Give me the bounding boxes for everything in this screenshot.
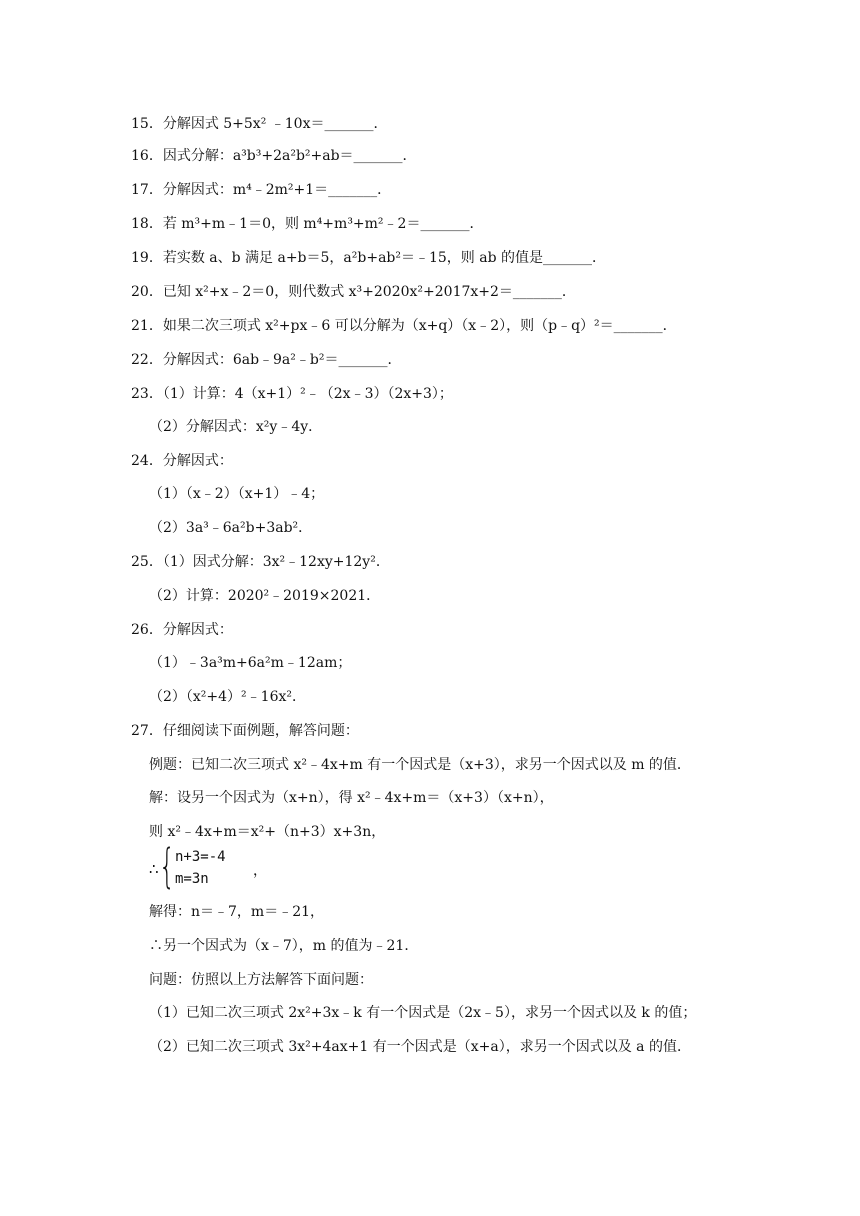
example-solution-result: 解得：n＝﹣7，m＝﹣21， (149, 904, 325, 920)
problem-27: 27．仔细阅读下面例题，解答问题： (131, 723, 359, 739)
question-intro: 问题：仿照以上方法解答下面问题： (149, 972, 373, 988)
problem-15: 15．分解因式 5+5x² ﹣10x＝_______． (131, 116, 388, 132)
problem-22: 22．分解因式：6ab﹣9a²﹣b²＝_______． (131, 352, 402, 368)
problem-18: 18．若 m³+m﹣1＝0，则 m⁴+m³+m²﹣2＝_______． (131, 216, 484, 232)
problem-19: 19．若实数 a、b 满足 a+b＝5，a²b+ab²＝﹣15，则 ab 的值是_______． (131, 250, 607, 266)
example-solution-step-1: 解：设另一个因式为（x+n），得 x²﹣4x+m＝（x+3）（x+n）， (149, 790, 554, 806)
problem-26-part-2: （2）（x²+4）²﹣16x²． (149, 689, 306, 705)
problem-20: 20．已知 x²+x﹣2＝0，则代数式 x³+2020x²+2017x+2＝_______． (131, 284, 576, 300)
problem-25: 25．（1）因式分解：3x²﹣12xy+12y²． (131, 554, 390, 570)
problem-25-part-2: （2）计算：2020²﹣2019×2021． (149, 588, 381, 604)
problem-17: 17．分解因式：m⁴﹣2m²+1＝_______． (131, 182, 392, 198)
left-brace: { (159, 839, 176, 893)
example-solution-step-2: 则 x²﹣4x+m＝x²+（n+3）x+3n， (149, 824, 386, 840)
problem-23: 23．（1）计算：4（x+1）²﹣（2x﹣3）（2x+3）； (131, 386, 453, 402)
example-conclusion: ∴另一个因式为（x﹣7），m 的值为﹣21． (149, 938, 419, 954)
question-part-2: （2）已知二次三项式 3x²+4ax+1 有一个因式是（x+a），求另一个因式以及 a 的值． (149, 1039, 691, 1055)
problem-21: 21．如果二次三项式 x²+px﹣6 可以分解为（x+q）（x﹣2），则（p﹣q）²＝_______． (131, 318, 677, 334)
equation-system (149, 839, 269, 893)
problem-24: 24．分解因式： (131, 453, 233, 469)
example-statement: 例题：已知二次三项式 x²﹣4x+m 有一个因式是（x+3），求另一个因式以及 m 的值． (149, 757, 691, 773)
therefore-symbol: ∴ (149, 860, 159, 878)
problem-26-part-1: （1）﹣3a³m+6a²m﹣12am； (149, 655, 352, 671)
problem-16: 16．因式分解：a³b³+2a²b²+ab＝_______． (131, 148, 417, 164)
problem-24-part-2: （2）3a³﹣6a²b+3ab²． (149, 520, 313, 536)
problem-23-part-2: （2）分解因式：x²y﹣4y． (149, 419, 323, 435)
system-comma: ， (253, 863, 267, 879)
equation-2: m=3n (175, 871, 209, 887)
problem-26: 26．分解因式： (131, 622, 233, 638)
equation-1: n+3=-4 (175, 849, 226, 865)
question-part-1: （1）已知二次三项式 2x²+3x﹣k 有一个因式是（2x﹣5），求另一个因式以及 k 的值； (149, 1005, 697, 1021)
problem-24-part-1: （1）（x﹣2）（x+1）﹣4； (149, 486, 325, 502)
